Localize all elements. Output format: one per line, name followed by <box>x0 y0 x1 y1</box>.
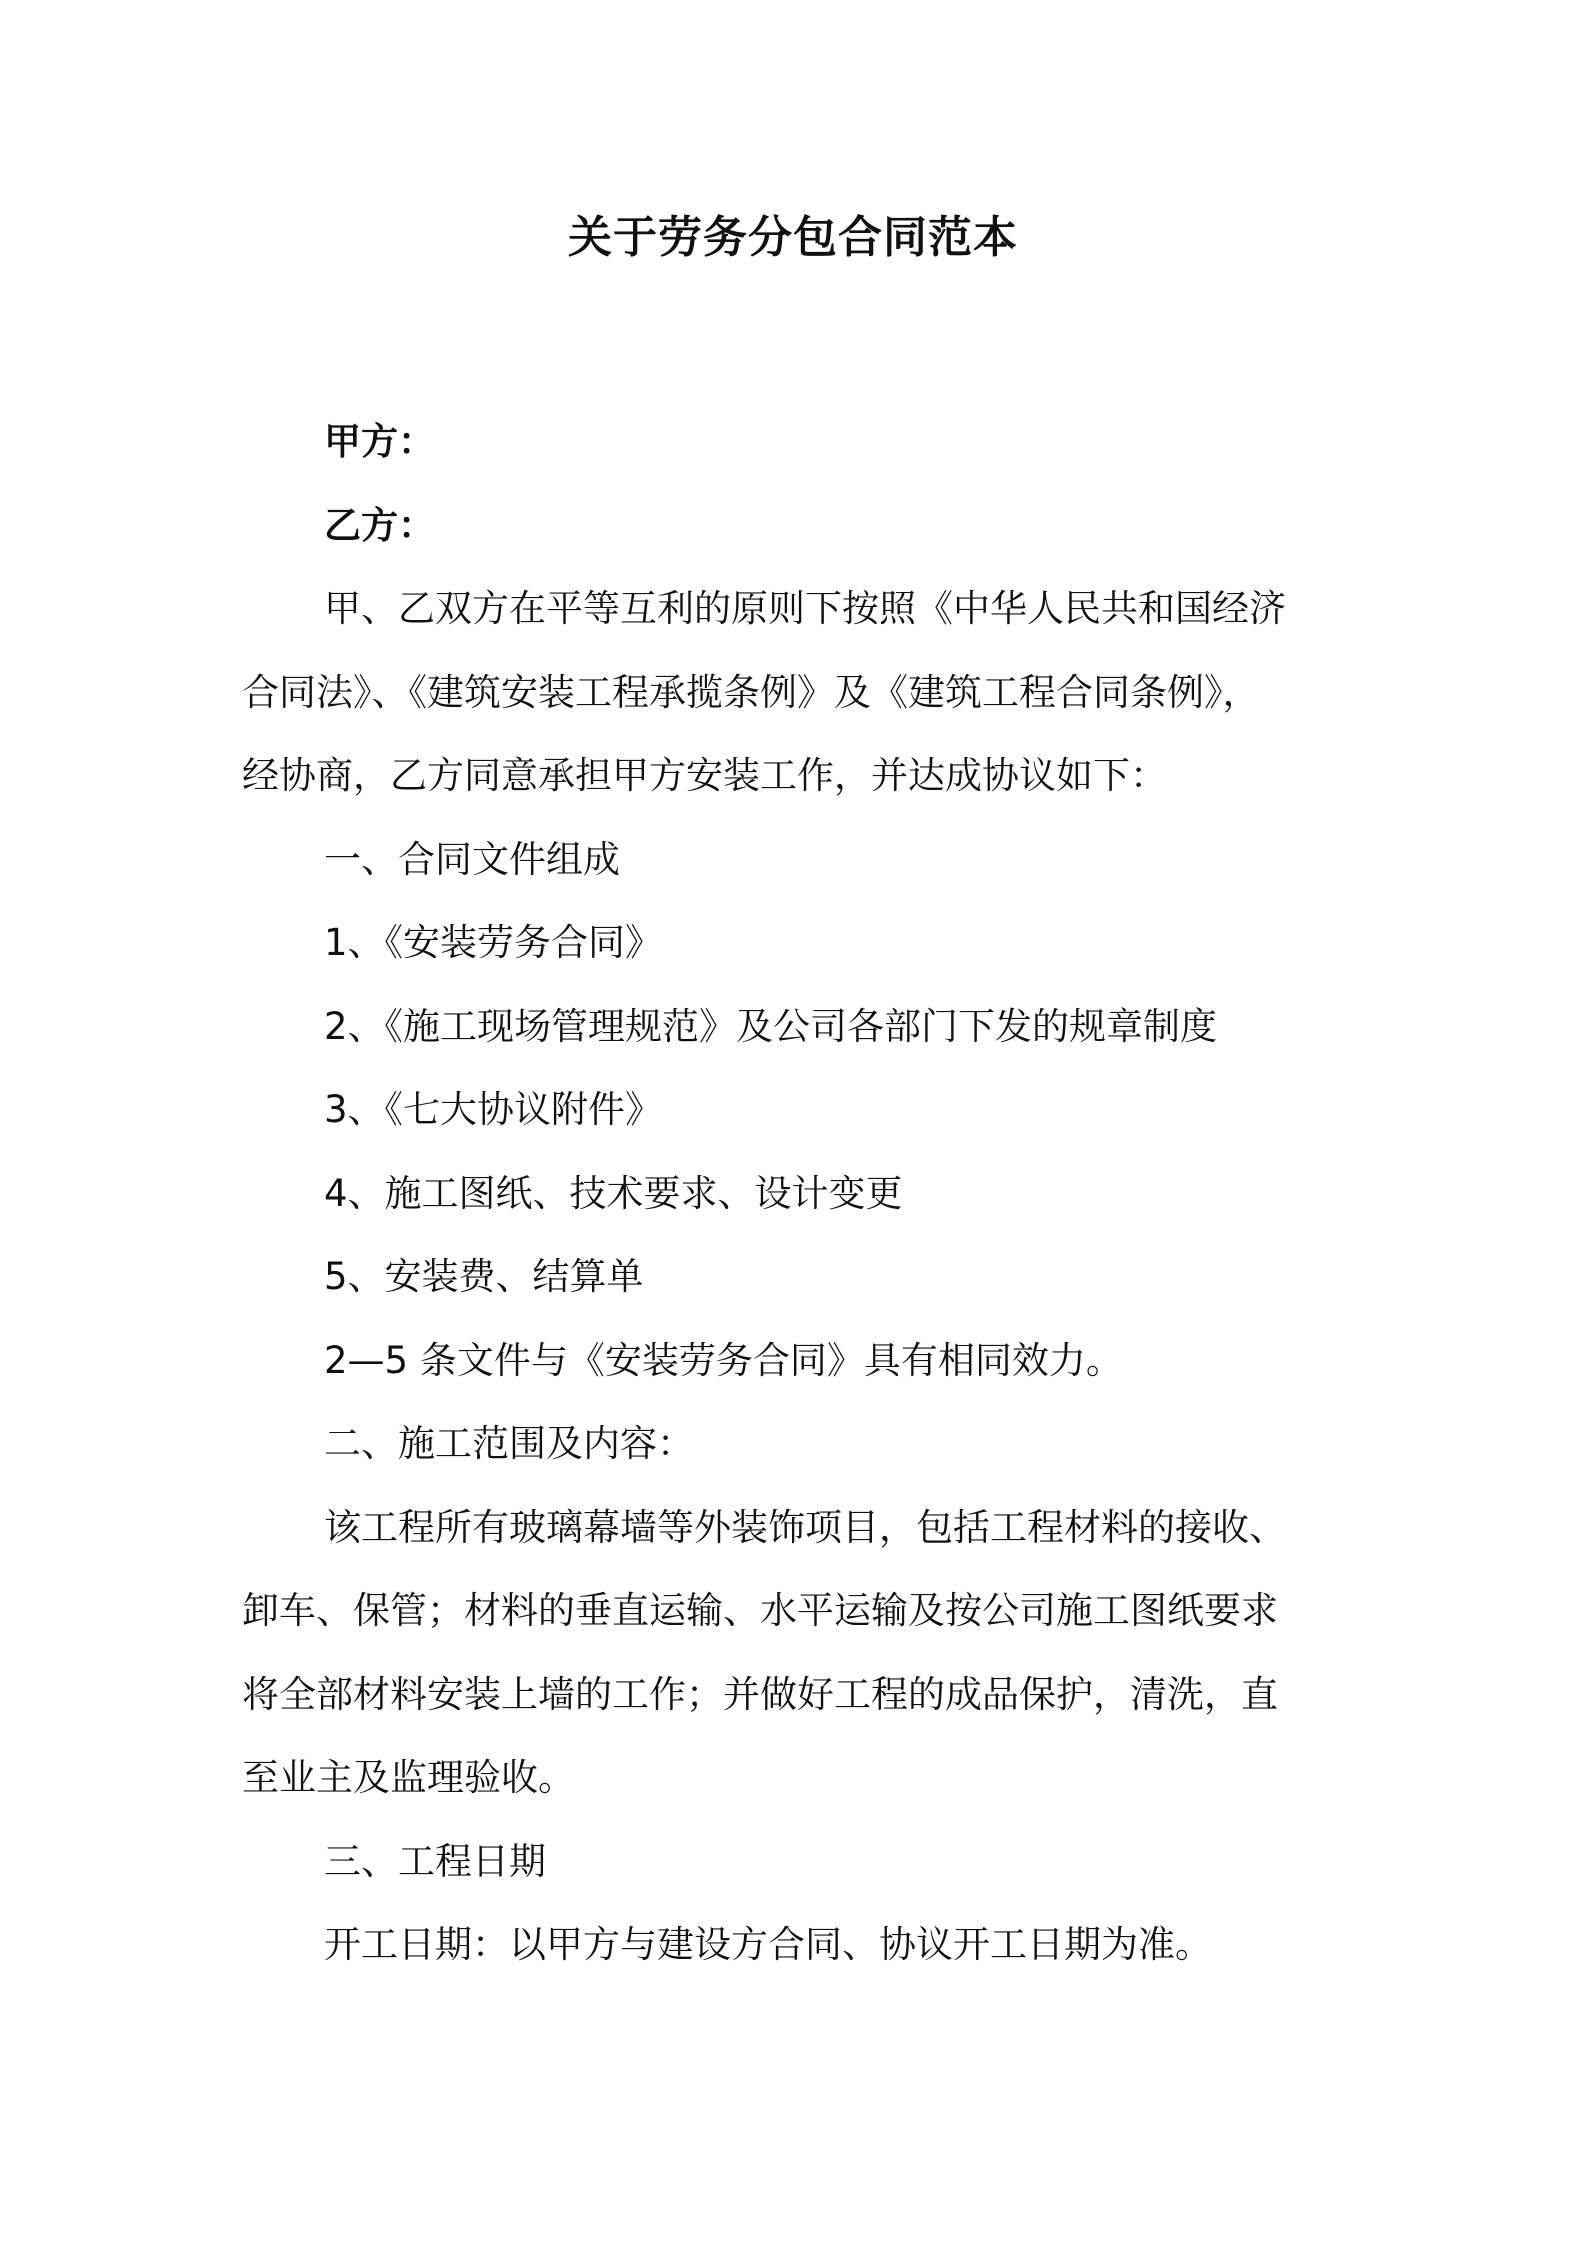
intro-line: 合同法》、《建筑安装工程承揽条例》及《建筑工程合同条例》， <box>242 670 1260 714</box>
party-b-label: 乙方： <box>324 503 435 547</box>
document-title: 关于劳务分包合同范本 <box>568 212 1018 263</box>
section-1-item-4: 4、施工图纸、技术要求、设计变更 <box>324 1171 903 1215</box>
section-1-item-2: 2、《施工现场管理规范》及公司各部门下发的规章制度 <box>324 1004 1218 1048</box>
section-1-heading: 一、合同文件组成 <box>324 837 620 881</box>
intro-line: 经协商，乙方同意承担甲方安装工作，并达成协议如下： <box>242 754 1167 797</box>
section-2-line: 将全部材料安装上墙的工作；并做好工程的成品保护，清洗，直 <box>242 1672 1278 1716</box>
section-2-line: 该工程所有玻璃幕墙等外装饰项目，包括工程材料的接收、 <box>324 1505 1286 1549</box>
section-1-note: 2—5 条文件与《安装劳务合同》具有相同效力。 <box>324 1338 1123 1382</box>
intro-line: 甲、乙双方在平等互利的原则下按照《中华人民共和国经济 <box>324 587 1286 630</box>
section-1-item-3: 3、《七大协议附件》 <box>324 1088 663 1131</box>
section-1-item-5: 5、安装费、结算单 <box>324 1255 644 1298</box>
section-2-content <box>242 1486 1357 1820</box>
section-1-item-1: 1、《安装劳务合同》 <box>324 921 663 964</box>
section-2-heading: 二、施工范围及内容： <box>324 1422 694 1465</box>
section-3-start-date: 开工日期：以甲方与建设方合同、协议开工日期为准。 <box>324 1923 1212 1966</box>
intro-paragraph <box>242 567 1357 818</box>
section-2-line: 至业主及监理验收。 <box>242 1756 575 1799</box>
section-3-heading: 三、工程日期 <box>324 1839 546 1883</box>
party-a-label: 甲方： <box>324 420 435 463</box>
document-body <box>242 400 1357 1987</box>
section-2-line: 卸车、保管；材料的垂直运输、水平运输及按公司施工图纸要求 <box>242 1589 1278 1632</box>
